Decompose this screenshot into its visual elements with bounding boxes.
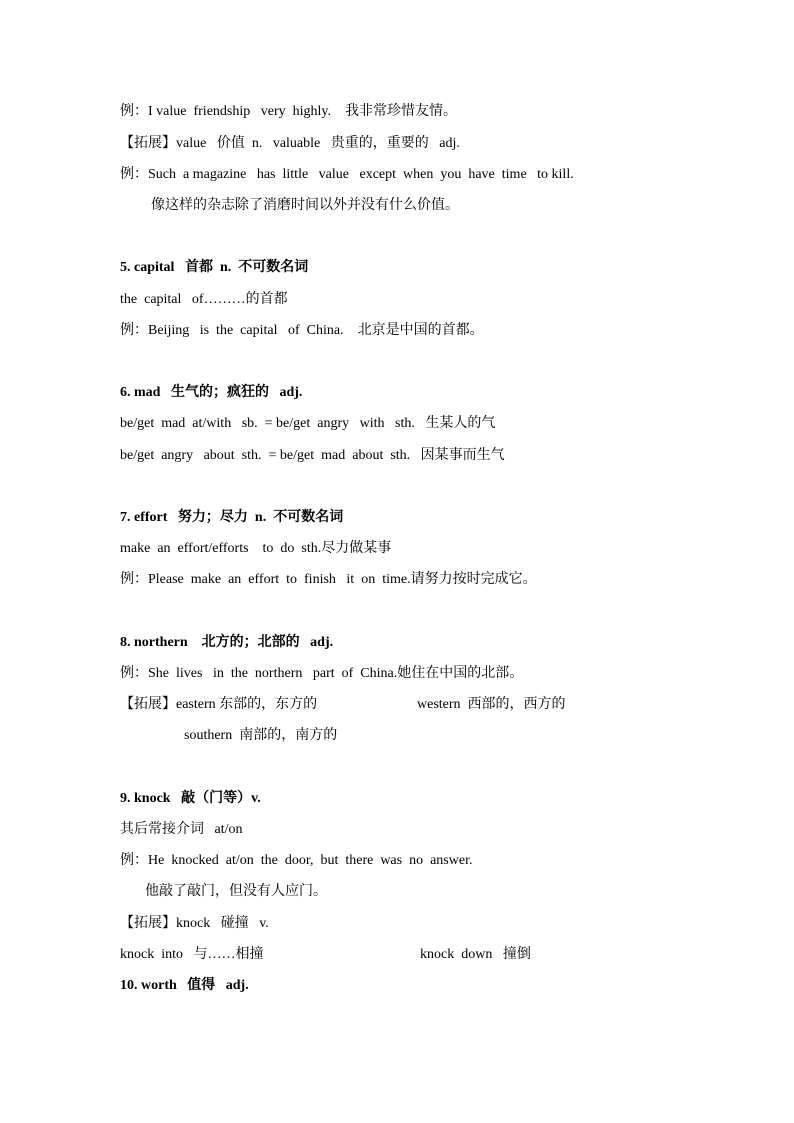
- extension-knock: 【拓展】knock 碰撞 v.: [120, 916, 269, 931]
- heading-northern: 8. northern 北方的；北部的 adj.: [120, 635, 334, 650]
- extension-southern: southern 南部的，南方的: [184, 728, 338, 743]
- example-northern: 例：She lives in the northern part of China.她住在中国的北部。: [120, 666, 524, 681]
- heading-worth: 10. worth 值得 adj.: [120, 978, 249, 993]
- phrase-mad-1: be/get mad at/with sb. = be/get angry with sth. 生某人的气: [120, 416, 496, 431]
- heading-mad: 6. mad 生气的；疯狂的 adj.: [120, 385, 303, 400]
- example-knock: 例：He knocked at/on the door, but there was no answer.: [120, 853, 473, 868]
- example-effort: 例：Please make an effort to finish it on time.请努力按时完成它。: [120, 572, 537, 587]
- phrase-mad-2: be/get angry about sth. = be/get mad about sth. 因某事而生气: [120, 448, 505, 463]
- example-magazine: 例：Such a magazine has little value except when you have time to kill.: [120, 167, 574, 182]
- heading-capital: 5. capital 首都 n. 不可数名词: [120, 260, 309, 275]
- phrase-effort: make an effort/efforts to do sth.尽力做某事: [120, 541, 392, 556]
- translation-knock: 他敲了敲门，但没有人应门。: [145, 884, 327, 899]
- extension-value: 【拓展】value 价值 n. valuable 贵重的，重要的 adj.: [120, 136, 460, 151]
- note-knock: 其后常接介词 at/on: [120, 822, 243, 837]
- phrase-capital: the capital of………的首都: [120, 292, 288, 307]
- example-value: 例：I value friendship very highly. 我非常珍惜友情。: [120, 104, 457, 119]
- example-capital: 例：Beijing is the capital of China. 北京是中国的首都。: [120, 323, 484, 338]
- extension-western: western 西部的，西方的: [417, 697, 566, 712]
- heading-effort: 7. effort 努力；尽力 n. 不可数名词: [120, 510, 344, 525]
- extension-eastern: 【拓展】eastern 东部的，东方的: [120, 697, 318, 712]
- heading-knock: 9. knock 敲（门等）v.: [120, 791, 261, 806]
- phrase-knock-down: knock down 撞倒: [420, 947, 531, 962]
- phrase-knock-into: knock into 与……相撞: [120, 947, 264, 962]
- translation-magazine: 像这样的杂志除了消磨时间以外并没有什么价值。: [151, 198, 459, 213]
